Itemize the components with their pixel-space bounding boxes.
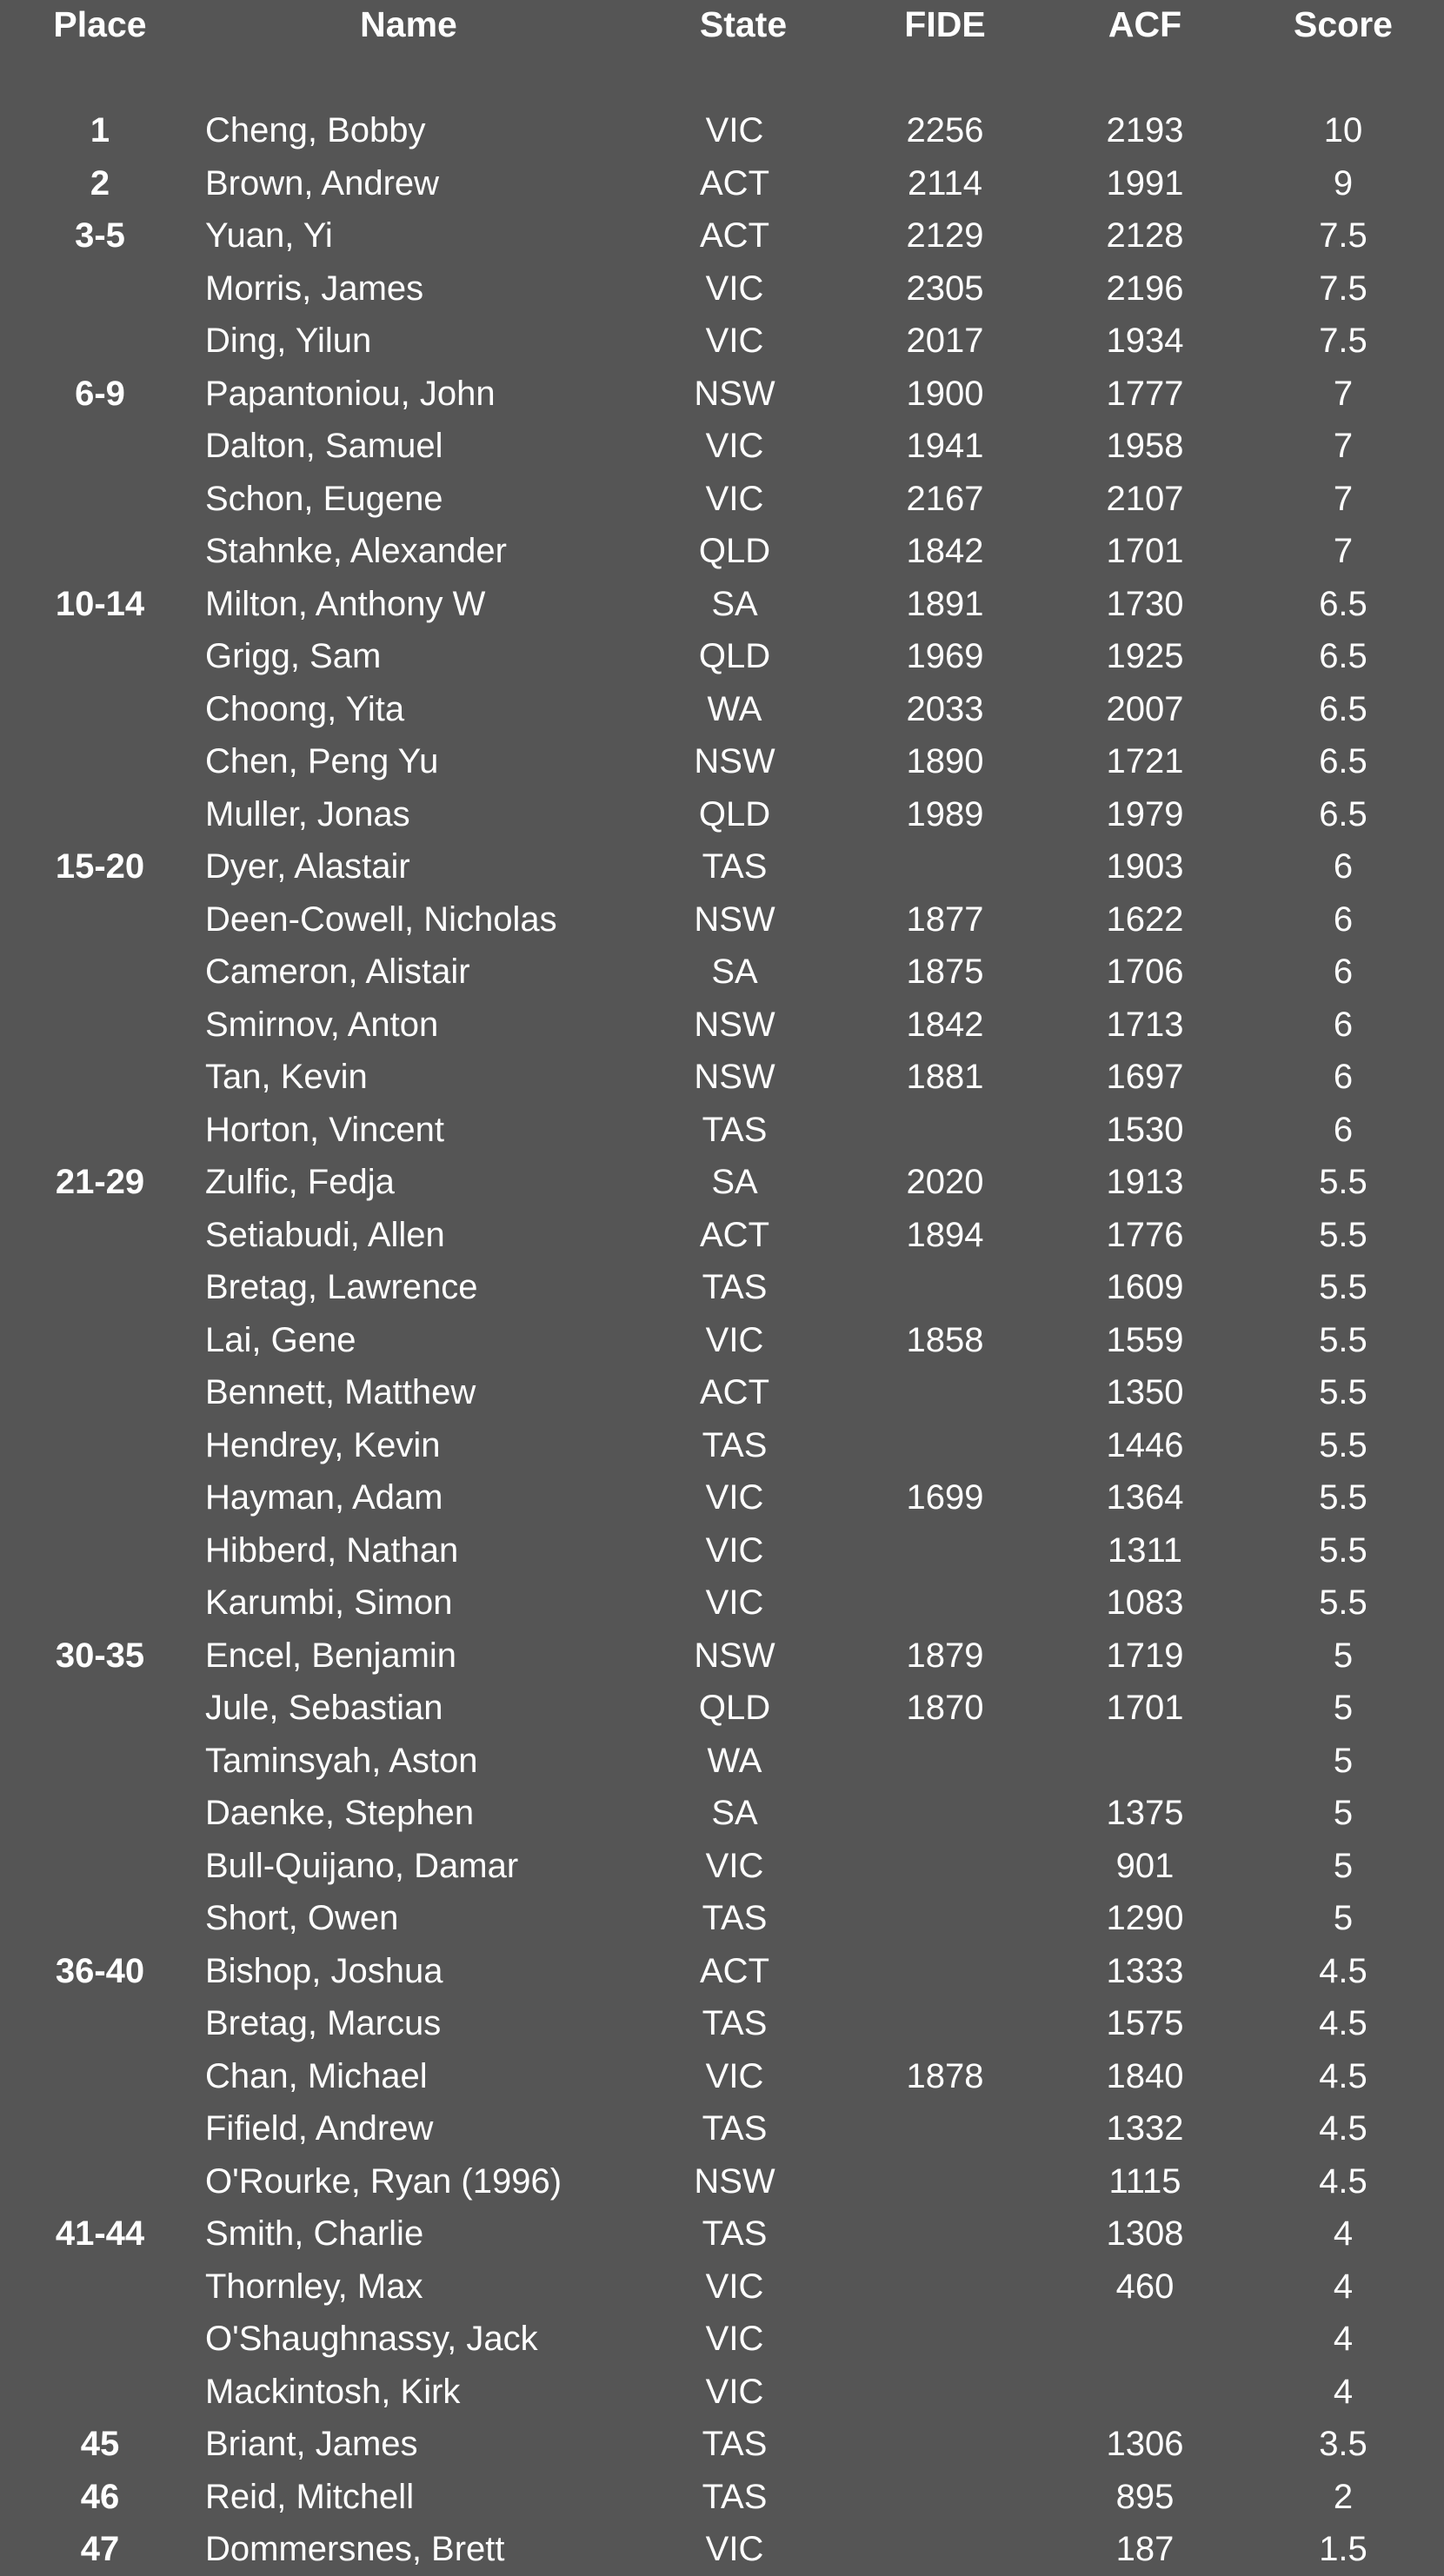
name-cell: Smith, Charlie [205, 2214, 424, 2253]
score-cell: 5 [1333, 1741, 1354, 1780]
name-cell: Schon, Eugene [205, 479, 443, 518]
state-cell: VIC [705, 479, 764, 518]
score-cell: 7.5 [1319, 322, 1367, 360]
state-cell: VIC [705, 2530, 764, 2568]
state-cell: VIC [705, 322, 764, 360]
acf-cell: 1308 [1106, 2214, 1184, 2253]
state-cell: NSW [694, 2161, 775, 2201]
score-cell: 6 [1333, 847, 1354, 886]
header-state: State [699, 4, 788, 44]
score-cell: 5.5 [1319, 1163, 1367, 1201]
table-row [0, 2313, 1444, 2366]
acf-cell: 1332 [1106, 2109, 1184, 2148]
name-cell: Lai, Gene [205, 1320, 356, 1359]
name-cell: Chen, Peng Yu [205, 742, 439, 780]
name-cell: Encel, Benjamin [205, 1636, 457, 1675]
score-cell: 7.5 [1319, 269, 1367, 308]
score-cell: 4 [1333, 2214, 1354, 2253]
place-cell: 15-20 [55, 847, 145, 886]
table-row [0, 1892, 1444, 1945]
fide-cell: 1969 [906, 637, 984, 675]
table-row [0, 1997, 1444, 2050]
name-cell: O'Rourke, Ryan (1996) [205, 2161, 562, 2201]
score-cell: 4.5 [1319, 1951, 1367, 1990]
table-row [0, 2102, 1444, 2155]
score-cell: 4 [1333, 2372, 1354, 2411]
name-cell: Dyer, Alastair [205, 847, 410, 886]
place-cell: 46 [80, 2477, 120, 2516]
state-cell: VIC [705, 2267, 764, 2306]
score-cell: 4 [1333, 2267, 1354, 2306]
acf-cell: 1934 [1106, 322, 1184, 360]
fide-cell: 1870 [906, 1689, 984, 1727]
table-header [0, 0, 1444, 49]
acf-cell: 2128 [1106, 216, 1184, 255]
table-row [0, 946, 1444, 999]
table-row [0, 1104, 1444, 1157]
state-cell: TAS [702, 1268, 768, 1306]
state-cell: SA [711, 1794, 758, 1832]
score-cell: 6.5 [1319, 794, 1367, 833]
state-cell: VIC [705, 1478, 764, 1517]
state-cell: ACT [700, 1951, 769, 1990]
fide-cell: 2305 [906, 269, 984, 308]
table-row [0, 630, 1444, 683]
acf-cell: 1840 [1106, 2056, 1184, 2095]
acf-cell: 1925 [1106, 637, 1184, 675]
state-cell: ACT [700, 1373, 769, 1411]
place-cell: 1 [90, 111, 110, 149]
table-row [0, 262, 1444, 315]
table-row [0, 1261, 1444, 1314]
score-cell: 6.5 [1319, 689, 1367, 728]
score-cell: 1.5 [1319, 2530, 1367, 2568]
table-row [0, 735, 1444, 788]
acf-cell: 1333 [1106, 1951, 1184, 1990]
acf-cell: 1609 [1106, 1268, 1184, 1306]
header-place: Place [53, 4, 147, 44]
fide-cell: 2256 [906, 111, 984, 149]
acf-cell: 895 [1115, 2477, 1174, 2516]
name-cell: Stahnke, Alexander [205, 532, 507, 570]
table-row [0, 2155, 1444, 2208]
state-cell: TAS [702, 847, 768, 886]
acf-cell: 1083 [1106, 1583, 1184, 1622]
score-cell: 5.5 [1319, 1478, 1367, 1517]
table-row [0, 104, 1444, 157]
name-cell: Fifield, Andrew [205, 2109, 434, 2148]
score-cell: 6 [1333, 1005, 1354, 1044]
name-cell: O'Shaughnassy, Jack [205, 2320, 538, 2358]
name-cell: Yuan, Yi [205, 216, 333, 255]
state-cell: NSW [694, 1636, 775, 1675]
score-cell: 6 [1333, 1110, 1354, 1149]
name-cell: Smirnov, Anton [205, 1005, 439, 1044]
score-cell: 5 [1333, 1636, 1354, 1675]
score-cell: 7 [1333, 532, 1354, 570]
name-cell: Cheng, Bobby [205, 111, 426, 149]
state-cell: TAS [702, 1899, 768, 1937]
table-row [0, 1945, 1444, 1998]
table-row [0, 473, 1444, 526]
fide-cell: 1881 [906, 1058, 984, 1096]
fide-cell: 1877 [906, 900, 984, 939]
score-cell: 5 [1333, 1846, 1354, 1885]
state-cell: VIC [705, 2056, 764, 2095]
score-cell: 6.5 [1319, 637, 1367, 675]
score-cell: 9 [1333, 163, 1354, 202]
name-cell: Tan, Kevin [205, 1058, 368, 1096]
table-row [0, 1524, 1444, 1577]
acf-cell: 1115 [1108, 2161, 1181, 2201]
table-row [0, 1419, 1444, 1472]
header-score: Score [1294, 4, 1393, 44]
fide-cell: 2033 [906, 689, 984, 728]
table-row [0, 157, 1444, 210]
place-cell: 41-44 [55, 2214, 145, 2253]
place-cell: 47 [80, 2530, 120, 2568]
table-row [0, 1787, 1444, 1840]
name-cell: Bishop, Joshua [205, 1951, 443, 1990]
name-cell: Milton, Anthony W [205, 584, 486, 623]
score-cell: 3.5 [1319, 2425, 1367, 2463]
state-cell: TAS [702, 2109, 768, 2148]
name-cell: Short, Owen [205, 1899, 399, 1937]
acf-cell: 1721 [1106, 742, 1184, 780]
place-cell: 30-35 [55, 1636, 145, 1675]
acf-cell: 1290 [1106, 1899, 1184, 1937]
acf-cell: 1713 [1106, 1005, 1184, 1044]
table-row [0, 578, 1444, 631]
acf-cell: 1350 [1106, 1373, 1184, 1411]
score-cell: 4.5 [1319, 2109, 1367, 2148]
acf-cell: 2196 [1106, 269, 1184, 308]
header-acf: ACF [1108, 4, 1182, 44]
name-cell: Brown, Andrew [205, 163, 440, 202]
score-cell: 5 [1333, 1689, 1354, 1727]
table-row [0, 1682, 1444, 1735]
score-cell: 6 [1333, 1058, 1354, 1096]
place-cell: 36-40 [55, 1951, 145, 1990]
fide-cell: 1879 [906, 1636, 984, 1675]
fide-cell: 1842 [906, 1005, 984, 1044]
acf-cell: 1991 [1106, 163, 1184, 202]
name-cell: Muller, Jonas [205, 794, 410, 833]
state-cell: QLD [698, 794, 771, 833]
name-cell: Setiabudi, Allen [205, 1215, 445, 1254]
fide-cell: 1842 [906, 532, 984, 570]
score-cell: 4 [1333, 2320, 1354, 2358]
table-row [0, 1630, 1444, 1683]
name-cell: Bull-Quijano, Damar [205, 1846, 519, 1885]
state-cell: NSW [694, 1005, 775, 1044]
name-cell: Chan, Michael [205, 2056, 428, 2095]
state-cell: TAS [702, 2214, 768, 2253]
fide-cell: 2020 [906, 1163, 984, 1201]
header-spacer [0, 49, 1444, 104]
score-cell: 5.5 [1319, 1583, 1367, 1622]
fide-cell: 1900 [906, 374, 984, 413]
name-cell: Bretag, Marcus [205, 2004, 442, 2042]
table-row [0, 999, 1444, 1052]
acf-cell: 1446 [1106, 1425, 1184, 1464]
place-cell: 45 [80, 2425, 120, 2463]
place-cell: 21-29 [55, 1163, 145, 1201]
state-cell: VIC [705, 1583, 764, 1622]
state-cell: QLD [698, 1689, 771, 1727]
acf-cell: 1777 [1106, 374, 1184, 413]
acf-cell: 2193 [1106, 111, 1184, 149]
name-cell: Taminsyah, Aston [205, 1741, 478, 1780]
acf-cell: 1375 [1106, 1794, 1184, 1832]
acf-cell: 2107 [1106, 479, 1184, 518]
table-row [0, 2418, 1444, 2471]
score-cell: 4.5 [1319, 2056, 1367, 2095]
name-cell: Choong, Yita [205, 689, 405, 728]
place-cell: 2 [90, 163, 110, 202]
name-cell: Zulfic, Fedja [205, 1163, 395, 1201]
state-cell: ACT [700, 1215, 769, 1254]
table-row [0, 1577, 1444, 1630]
state-cell: TAS [702, 1425, 768, 1464]
score-cell: 5.5 [1319, 1320, 1367, 1359]
name-cell: Papantoniou, John [205, 374, 496, 413]
acf-cell: 1311 [1107, 1530, 1182, 1570]
state-cell: SA [711, 1163, 758, 1201]
state-cell: VIC [705, 1320, 764, 1359]
score-cell: 4.5 [1319, 2004, 1367, 2042]
name-cell: Thornley, Max [205, 2267, 423, 2306]
score-cell: 6 [1333, 900, 1354, 939]
table-row [0, 788, 1444, 841]
name-cell: Reid, Mitchell [205, 2477, 415, 2516]
acf-cell: 1903 [1106, 847, 1184, 886]
state-cell: NSW [694, 1058, 775, 1096]
table-row [0, 2523, 1444, 2576]
table-row [0, 2261, 1444, 2314]
fide-cell: 2114 [907, 163, 982, 202]
acf-cell: 1706 [1106, 953, 1184, 991]
state-cell: VIC [705, 2372, 764, 2411]
score-cell: 5.5 [1319, 1373, 1367, 1411]
score-cell: 6 [1333, 953, 1354, 991]
table-row [0, 893, 1444, 946]
state-cell: TAS [702, 2477, 768, 2516]
fide-cell: 2167 [906, 479, 984, 518]
fide-cell: 1858 [906, 1320, 984, 1359]
acf-cell: 1979 [1106, 794, 1184, 833]
state-cell: NSW [694, 900, 775, 939]
table-row [0, 368, 1444, 421]
state-cell: ACT [700, 163, 769, 202]
acf-cell: 1622 [1106, 900, 1184, 939]
table-row [0, 1051, 1444, 1104]
acf-cell: 901 [1115, 1846, 1174, 1885]
acf-cell: 187 [1115, 2530, 1174, 2568]
table-row [0, 420, 1444, 473]
acf-cell: 1575 [1106, 2004, 1184, 2042]
score-cell: 7 [1333, 479, 1354, 518]
score-cell: 5 [1333, 1899, 1354, 1937]
name-cell: Jule, Sebastian [205, 1689, 443, 1727]
acf-cell: 1697 [1106, 1058, 1184, 1096]
fide-cell: 1875 [906, 953, 984, 991]
acf-cell: 1913 [1106, 1163, 1184, 1201]
score-cell: 2 [1333, 2477, 1354, 2516]
acf-cell: 2007 [1106, 689, 1184, 728]
table-row [0, 2050, 1444, 2103]
name-cell: Cameron, Alistair [205, 953, 470, 991]
state-cell: VIC [705, 1530, 764, 1570]
state-cell: WA [707, 1741, 762, 1780]
header-name: Name [360, 4, 457, 44]
acf-cell: 1559 [1106, 1320, 1184, 1359]
state-cell: VIC [705, 427, 764, 465]
acf-cell: 1730 [1106, 584, 1184, 623]
table-row [0, 525, 1444, 578]
fide-cell: 2129 [906, 216, 984, 255]
name-cell: Hibberd, Nathan [205, 1530, 459, 1570]
name-cell: Daenke, Stephen [205, 1794, 475, 1832]
state-cell: NSW [694, 374, 775, 413]
fide-cell: 1989 [906, 794, 984, 833]
state-cell: TAS [702, 2004, 768, 2042]
table-row [0, 683, 1444, 736]
header-fide: FIDE [904, 4, 986, 44]
fide-cell: 1699 [906, 1478, 984, 1517]
acf-cell: 1701 [1106, 532, 1184, 570]
score-cell: 7.5 [1319, 216, 1367, 255]
acf-cell: 1306 [1106, 2425, 1184, 2463]
state-cell: SA [711, 584, 758, 623]
fide-cell: 1941 [906, 427, 984, 465]
state-cell: QLD [698, 532, 771, 570]
state-cell: TAS [702, 2425, 768, 2463]
state-cell: ACT [700, 216, 769, 255]
state-cell: VIC [705, 269, 764, 308]
table-row [0, 1366, 1444, 1419]
score-cell: 10 [1323, 111, 1363, 149]
name-cell: Ding, Yilun [205, 322, 372, 360]
state-cell: VIC [705, 1846, 764, 1885]
score-cell: 7 [1333, 427, 1354, 465]
fide-cell: 1894 [906, 1215, 984, 1254]
acf-cell: 1958 [1106, 427, 1184, 465]
score-cell: 4.5 [1319, 2161, 1367, 2201]
acf-cell: 1364 [1106, 1478, 1184, 1517]
acf-cell: 1776 [1106, 1215, 1184, 1254]
name-cell: Hendrey, Kevin [205, 1425, 441, 1464]
name-cell: Briant, James [205, 2425, 418, 2463]
state-cell: VIC [705, 2320, 764, 2358]
state-cell: WA [707, 689, 762, 728]
fide-cell: 1890 [906, 742, 984, 780]
table-row [0, 1209, 1444, 1262]
table-row [0, 2471, 1444, 2524]
table-row [0, 840, 1444, 893]
place-cell: 10-14 [55, 584, 145, 623]
score-cell: 6.5 [1319, 584, 1367, 623]
score-cell: 5.5 [1319, 1425, 1367, 1464]
state-cell: VIC [705, 111, 764, 149]
state-cell: TAS [702, 1110, 768, 1149]
state-cell: QLD [698, 637, 771, 675]
state-cell: NSW [694, 742, 775, 780]
table-row [0, 209, 1444, 262]
acf-cell: 1701 [1106, 1689, 1184, 1727]
name-cell: Grigg, Sam [205, 637, 382, 675]
acf-cell: 1530 [1106, 1110, 1184, 1149]
acf-cell: 1719 [1106, 1636, 1184, 1675]
score-cell: 5 [1333, 1794, 1354, 1832]
name-cell: Dalton, Samuel [205, 427, 443, 465]
table-row [0, 1735, 1444, 1788]
score-cell: 5.5 [1319, 1268, 1367, 1306]
score-cell: 5.5 [1319, 1215, 1367, 1254]
fide-cell: 2017 [906, 322, 984, 360]
name-cell: Dommersnes, Brett [205, 2530, 505, 2568]
table-row [0, 315, 1444, 368]
table-body [0, 104, 1444, 2576]
fide-cell: 1891 [906, 584, 984, 623]
score-cell: 7 [1333, 374, 1354, 413]
acf-cell: 460 [1115, 2267, 1174, 2306]
name-cell: Deen-Cowell, Nicholas [205, 900, 557, 939]
name-cell: Morris, James [205, 269, 424, 308]
table-row [0, 2208, 1444, 2261]
table-row [0, 2366, 1444, 2419]
name-cell: Bennett, Matthew [205, 1373, 476, 1411]
name-cell: Horton, Vincent [205, 1110, 444, 1149]
name-cell: Hayman, Adam [205, 1478, 443, 1517]
name-cell: Karumbi, Simon [205, 1583, 453, 1622]
table-row [0, 1156, 1444, 1209]
place-cell: 3-5 [75, 216, 125, 255]
place-cell: 6-9 [75, 374, 125, 413]
table-row [0, 1471, 1444, 1524]
score-cell: 6.5 [1319, 742, 1367, 780]
fide-cell: 1878 [906, 2056, 984, 2095]
name-cell: Bretag, Lawrence [205, 1268, 478, 1306]
name-cell: Mackintosh, Kirk [205, 2372, 461, 2411]
score-cell: 5.5 [1319, 1530, 1367, 1570]
state-cell: SA [711, 953, 758, 991]
table-row [0, 1314, 1444, 1367]
table-row [0, 1840, 1444, 1893]
